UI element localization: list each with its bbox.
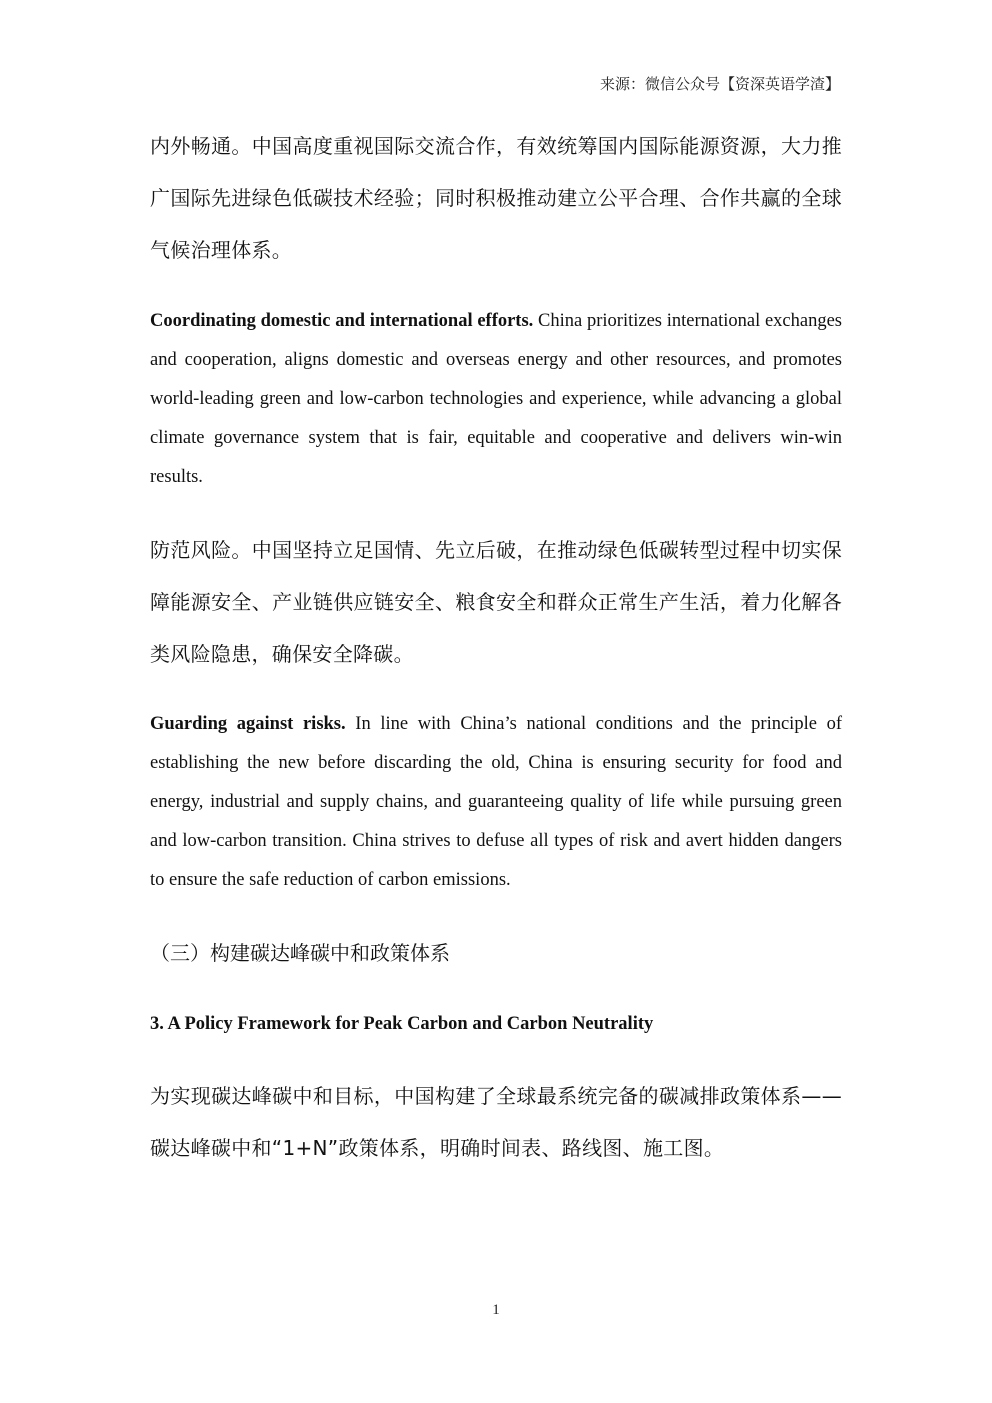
paragraph-lead-risks: Guarding against risks.	[150, 714, 346, 734]
paragraph-en-coordination	[150, 302, 842, 497]
paragraph-body-risks: In line with China’s national conditions and the principle of establishing the new before discarding the old, China is ensuring security for food and energy, industrial and supply chains, and guaranteeing quality of life while pursuing green and low-carbon transition. China strives to defuse all types of risk and avert hidden dangers to ensure the safe reduction of carbon emissions.	[150, 714, 842, 890]
section-heading-zh: （三）构建碳达峰碳中和政策体系	[150, 941, 450, 965]
source-header: 来源：微信公众号【资深英语学渣】	[599, 75, 840, 93]
paragraph-lead-coordination: Coordinating domestic and international efforts.	[150, 311, 534, 331]
paragraph-zh-policy: 为实现碳达峰碳中和目标，中国构建了全球最系统完备的碳减排政策体系——碳达峰碳中和“1+N”政策体系，明确时间表、路线图、施工图。	[150, 1084, 842, 1160]
page-number: 1	[492, 1302, 500, 1318]
paragraph-en-risks	[150, 705, 842, 900]
paragraph-body-coordination: China prioritizes international exchanges and cooperation, aligns domestic and overseas energy and other resources, and promotes world-leading green and low-carbon technologies and experience, while advancing a global climate governance system that is fair, equitable and cooperative and delivers win-win results.	[150, 311, 843, 487]
section-heading-en: 3. A Policy Framework for Peak Carbon and Carbon Neutrality	[150, 1014, 654, 1034]
paragraph-zh-risks: 防范风险。中国坚持立足国情、先立后破，在推动绿色低碳转型过程中切实保障能源安全、产业链供应链安全、粮食安全和群众正常生产生活，着力化解各类风险隐患，确保安全降碳。	[150, 538, 842, 666]
paragraph-zh-coordination: 内外畅通。中国高度重视国际交流合作，有效统筹国内国际能源资源，大力推广国际先进绿色低碳技术经验；同时积极推动建立公平合理、合作共赢的全球气候治理体系。	[150, 134, 842, 262]
